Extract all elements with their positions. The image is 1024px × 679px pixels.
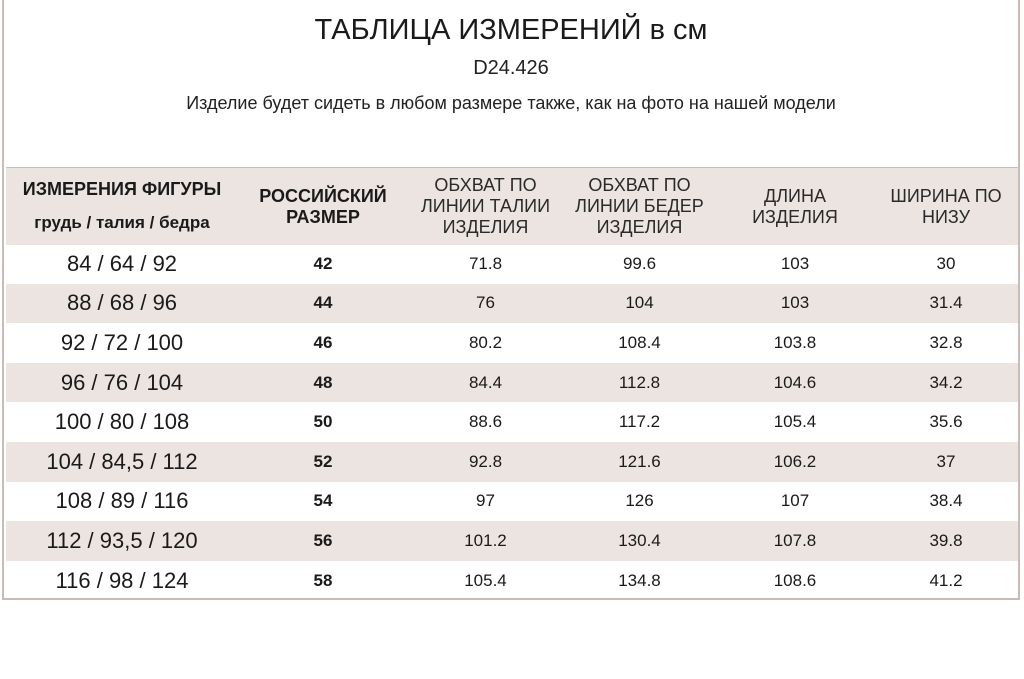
cell-hips: 121.6 <box>618 451 661 471</box>
cell-length: 107 <box>780 491 810 511</box>
table-row <box>6 561 1018 601</box>
cell-hips: 99.6 <box>622 253 657 273</box>
fit-note: Изделие будет сидеть в любом размере также, как на фото на нашей модели <box>186 93 836 113</box>
column-header-size-line1: РОССИЙСКИЙ <box>259 185 387 206</box>
cell-width: 37 <box>936 451 956 471</box>
cell-size: 50 <box>313 412 333 432</box>
column-header-figure <box>6 168 238 245</box>
cell-width: 39.8 <box>929 530 963 550</box>
cell-figure: 96 / 76 / 104 <box>60 369 184 395</box>
cell-size: 52 <box>313 451 333 471</box>
cell-length: 107.8 <box>773 530 817 550</box>
table-row <box>6 363 1018 403</box>
cell-length: 103.8 <box>773 332 817 352</box>
column-header-length <box>716 168 874 245</box>
table-row <box>6 323 1018 363</box>
cell-width: 32.8 <box>929 332 963 352</box>
cell-hips: 117.2 <box>618 412 661 432</box>
cell-size: 58 <box>313 570 333 590</box>
column-header-figure-line1: ИЗМЕРЕНИЯ ФИГУРЫ <box>22 178 222 199</box>
cell-figure: 108 / 89 / 116 <box>55 488 189 514</box>
table-row <box>6 521 1018 561</box>
cell-length: 104.6 <box>773 372 817 392</box>
cell-size: 46 <box>313 332 333 352</box>
column-header-waist-line2: ЛИНИИ ТАЛИИ <box>420 196 551 216</box>
cell-length: 106.2 <box>773 451 817 471</box>
cell-size: 42 <box>313 253 333 273</box>
cell-waist: 80.2 <box>468 332 503 352</box>
table-header <box>6 167 1018 245</box>
column-header-figure-line2: грудь / талия / бедра <box>34 212 210 232</box>
column-header-width-line1: ШИРИНА ПО <box>890 185 1002 206</box>
column-header-hips <box>563 168 716 245</box>
cell-size: 44 <box>313 293 333 313</box>
column-header-hips-line3: ИЗДЕЛИЯ <box>596 217 683 237</box>
cell-hips: 112.8 <box>618 372 661 392</box>
cell-waist: 101.2 <box>464 530 507 550</box>
cell-figure: 92 / 72 / 100 <box>60 329 184 355</box>
cell-length: 108.6 <box>773 570 817 590</box>
cell-figure: 88 / 68 / 96 <box>66 290 178 316</box>
cell-waist: 88.6 <box>468 412 503 432</box>
column-header-width <box>874 168 1018 245</box>
cell-size: 54 <box>313 491 333 511</box>
cell-waist: 105.4 <box>464 570 507 590</box>
table-row <box>6 482 1018 522</box>
cell-waist: 76 <box>476 293 495 313</box>
cell-width: 31.4 <box>929 293 963 313</box>
cell-hips: 130.4 <box>618 530 661 550</box>
column-header-length-line2: ИЗДЕЛИЯ <box>752 206 838 227</box>
cell-length: 103 <box>780 253 810 273</box>
page-title: ТАБЛИЦА ИЗМЕРЕНИЙ в см <box>314 14 708 46</box>
table-row <box>6 284 1018 324</box>
cell-figure: 104 / 84,5 / 112 <box>46 448 198 474</box>
cell-width: 35.6 <box>929 412 963 432</box>
cell-size: 56 <box>313 530 333 550</box>
product-code: D24.426 <box>473 57 549 79</box>
column-header-length-line1: ДЛИНА <box>764 185 826 206</box>
column-header-width-line2: НИЗУ <box>921 206 971 227</box>
cell-figure: 116 / 98 / 124 <box>55 567 189 593</box>
cell-waist: 97 <box>476 491 495 511</box>
cell-figure: 112 / 93,5 / 120 <box>46 527 198 553</box>
cell-waist: 71.8 <box>468 253 503 273</box>
table-row <box>6 442 1018 482</box>
column-header-hips-line2: ЛИНИИ БЕДЕР <box>575 196 704 216</box>
cell-hips: 108.4 <box>618 332 661 352</box>
cell-length: 103 <box>780 293 810 313</box>
cell-hips: 104 <box>625 293 654 313</box>
table-body <box>6 244 1018 600</box>
column-header-waist-line3: ИЗДЕЛИЯ <box>442 217 529 237</box>
table-row <box>6 402 1018 442</box>
cell-hips: 134.8 <box>618 570 661 590</box>
size-chart <box>2 0 1020 600</box>
cell-hips: 126 <box>625 491 654 511</box>
cell-size: 48 <box>313 372 333 392</box>
cell-width: 41.2 <box>929 570 963 590</box>
cell-width: 34.2 <box>929 372 963 392</box>
cell-waist: 92.8 <box>468 451 503 471</box>
column-header-size <box>238 168 408 245</box>
column-header-size-line2: РАЗМЕР <box>286 206 360 227</box>
cell-figure: 100 / 80 / 108 <box>54 409 190 435</box>
cell-width: 38.4 <box>929 491 963 511</box>
column-header-hips-line1: ОБХВАТ ПО <box>588 175 691 195</box>
column-header-waist <box>408 168 563 245</box>
cell-waist: 84.4 <box>468 372 503 392</box>
table-row <box>6 244 1018 284</box>
cell-figure: 84 / 64 / 92 <box>66 250 178 276</box>
cell-length: 105.4 <box>773 412 817 432</box>
cell-width: 30 <box>936 253 956 273</box>
column-header-waist-line1: ОБХВАТ ПО <box>434 175 537 195</box>
